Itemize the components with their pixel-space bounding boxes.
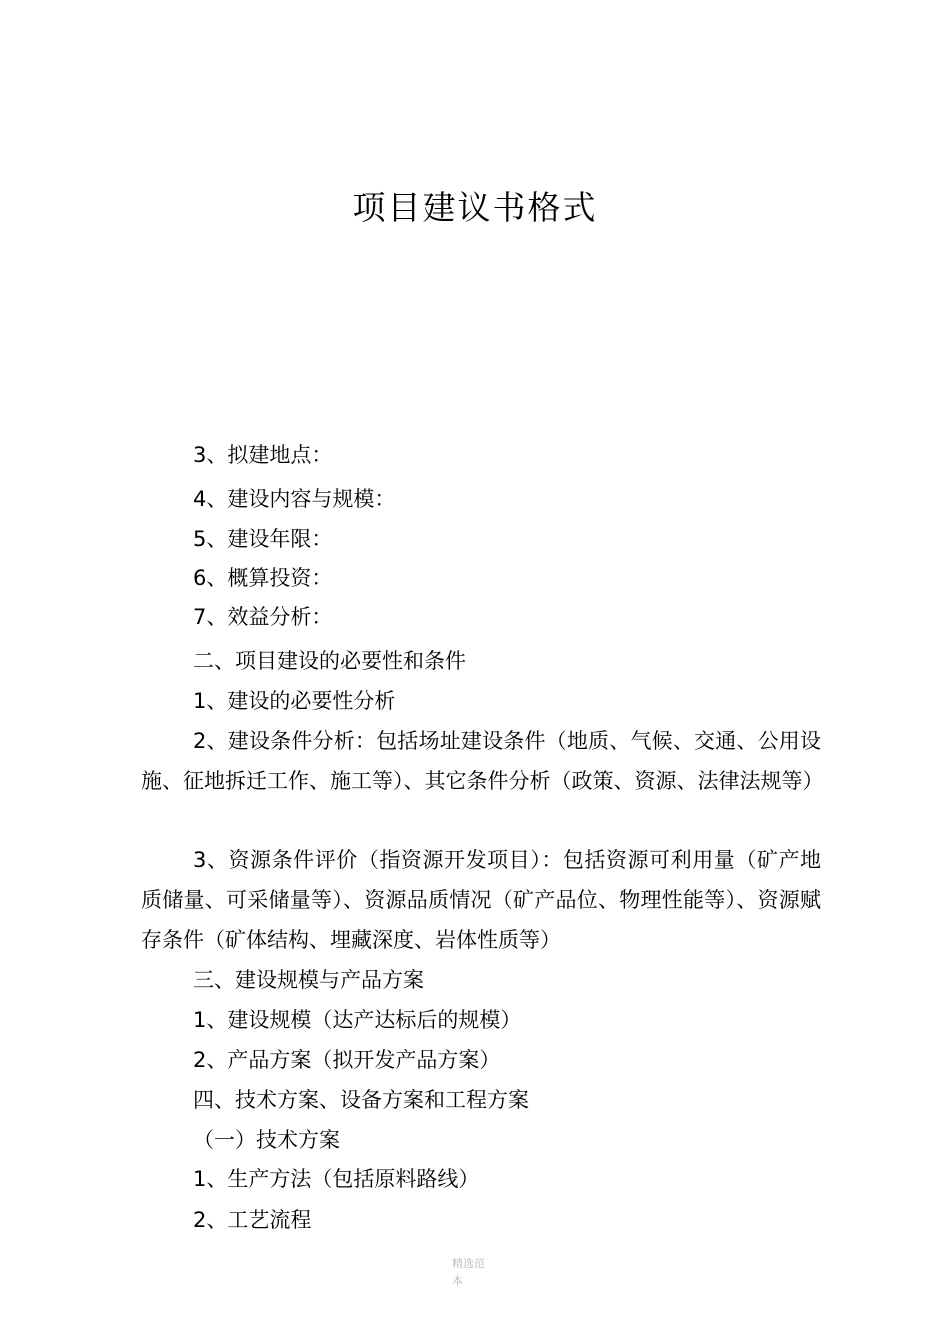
footer-line-1: 精选范 xyxy=(452,1257,485,1270)
item-location: 3、拟建地点： xyxy=(193,443,333,467)
paragraph-resource-evaluation: 3、资源条件评价（指资源开发项目）：包括资源可利用量（矿产地质储量、可采储量等）、资源品质情况（矿产品位、物理性能等）、资源赋存条件（矿体结构、埋藏深度、岩体性质等） xyxy=(141,848,821,952)
subsection-heading-technical: （一）技术方案 xyxy=(193,1128,340,1152)
section-heading-scale-products: 三、建设规模与产品方案 xyxy=(193,968,424,992)
paragraph-construction-conditions: 2、建设条件分析：包括场址建设条件（地质、气候、交通、公用设施、征地拆迁工作、施工等）、其它条件分析（政策、资源、法律法规等） xyxy=(141,729,824,793)
item-construction-scale: 1、建设规模（达产达标后的规模） xyxy=(193,1008,522,1032)
item-production-method: 1、生产方法（包括原料路线） xyxy=(193,1167,480,1191)
item-benefit-analysis: 7、效益分析： xyxy=(193,605,333,629)
item-necessity-analysis: 1、建设的必要性分析 xyxy=(193,689,396,713)
item-process-flow: 2、工艺流程 xyxy=(193,1208,312,1232)
section-heading-technical-plans: 四、技术方案、设备方案和工程方案 xyxy=(193,1088,529,1112)
footer-watermark xyxy=(452,1255,496,1289)
item-product-plan: 2、产品方案（拟开发产品方案） xyxy=(193,1048,501,1072)
item-construction-period: 5、建设年限： xyxy=(193,527,333,551)
document-title: 项目建议书格式 xyxy=(352,188,598,227)
section-heading-necessity: 二、项目建设的必要性和条件 xyxy=(193,649,466,673)
footer-line-2: 本 xyxy=(452,1274,463,1287)
item-estimated-investment: 6、概算投资： xyxy=(193,566,333,590)
item-content-scale: 4、建设内容与规模： xyxy=(193,487,396,511)
